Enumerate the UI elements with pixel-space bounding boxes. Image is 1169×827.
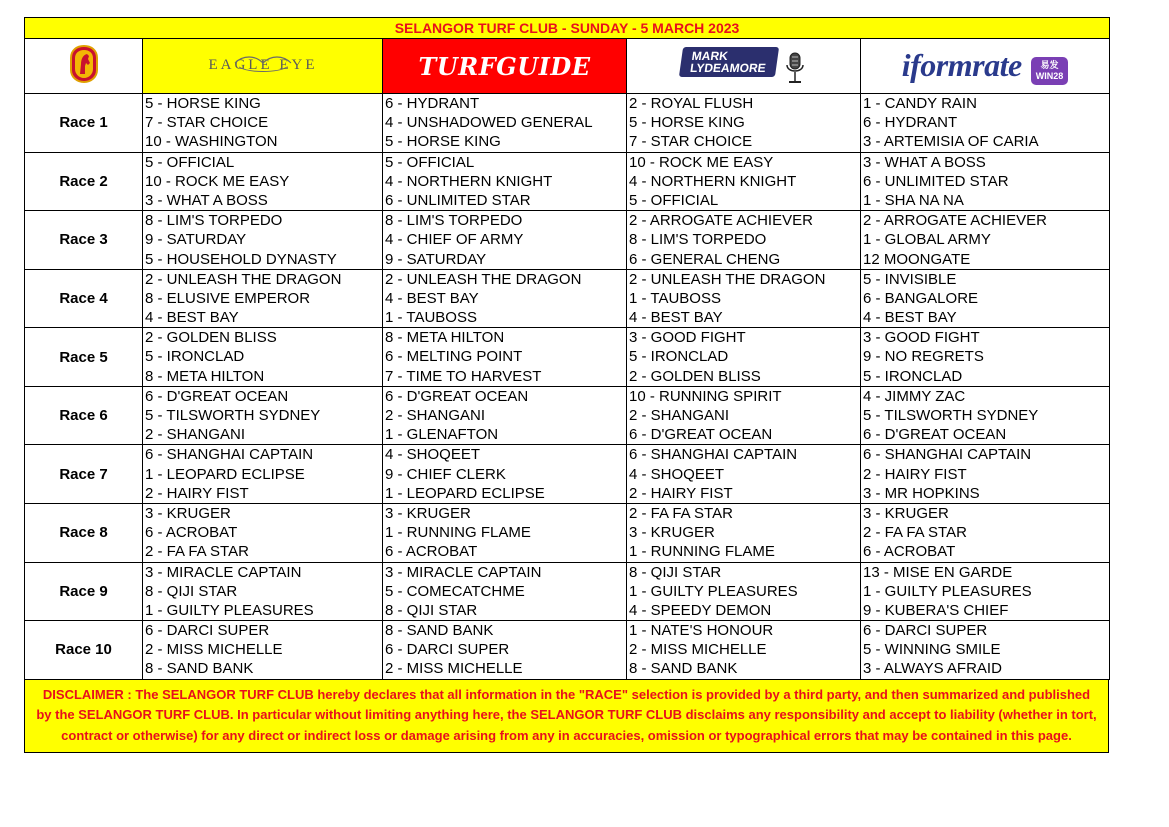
race-picks-cell: [861, 328, 1110, 387]
pick-entry: 3 - MIRACLE CAPTAIN: [385, 563, 542, 581]
race-row: [25, 445, 1110, 504]
title-row: [25, 18, 1110, 39]
iformrate-logo: iformrate: [901, 46, 1022, 83]
pick-entry: 8 - QIJI STAR: [629, 563, 722, 581]
pick-entry: 4 - BEST BAY: [629, 309, 723, 327]
race-row: [25, 562, 1110, 621]
pick-entry: 1 - CANDY RAIN: [863, 95, 977, 112]
pick-entry: 8 - QIJI STAR: [385, 601, 478, 619]
eagle-eye-logo-cell: [143, 39, 383, 94]
pick-entry: 4 - SHOQEET: [629, 465, 725, 483]
race-picks-cell: [143, 94, 383, 153]
pick-entry: 5 - IRONCLAD: [629, 348, 729, 366]
race-picks-cell: [627, 503, 861, 562]
pick-entry: 5 - WINNING SMILE: [863, 641, 1001, 659]
pick-entry: 2 - FA FA STAR: [629, 504, 733, 522]
pick-entry: 1 - LEOPARD ECLIPSE: [385, 484, 545, 502]
race-picks-cell: [861, 562, 1110, 621]
disclaimer-table: [24, 679, 1109, 754]
pick-entry: 9 - KUBERA'S CHIEF: [863, 601, 1009, 619]
race-label: Race 6: [25, 386, 143, 445]
pick-entry: 1 - GUILTY PLEASURES: [863, 582, 1032, 600]
pick-entry: 5 - TILSWORTH SYDNEY: [145, 407, 321, 424]
race-picks-cell: [383, 269, 627, 328]
race-row: [25, 503, 1110, 562]
pick-entry: 6 - D'GREAT OCEAN: [145, 387, 289, 405]
race-picks-cell: [627, 445, 861, 504]
tips-table: [24, 17, 1110, 680]
pick-entry: 6 - ACROBAT: [385, 543, 478, 561]
pick-entry: 6 - HYDRANT: [385, 95, 480, 112]
race-picks-cell: [383, 386, 627, 445]
race-picks-cell: [861, 152, 1110, 211]
pick-entry: 2 - GOLDEN BLISS: [629, 367, 761, 385]
pick-entry: 6 - DARCI SUPER: [863, 622, 988, 640]
pick-entry: 2 - GOLDEN BLISS: [145, 329, 277, 347]
race-picks-cell: [861, 94, 1110, 153]
mark-lydeamore-line2: LYDEAMORE: [689, 61, 767, 76]
race-label: Race 7: [25, 445, 143, 504]
race-label: Race 10: [25, 621, 143, 680]
pick-entry: 6 - D'GREAT OCEAN: [385, 387, 529, 405]
tips-sheet: [24, 17, 1109, 753]
race-picks-cell: [627, 386, 861, 445]
race-picks-cell: [383, 94, 627, 153]
pick-entry: 4 - BEST BAY: [145, 309, 239, 327]
pick-entry: 8 - META HILTON: [385, 329, 505, 347]
microphone-icon: [784, 51, 806, 85]
pick-entry: 2 - UNLEASH THE DRAGON: [145, 270, 342, 288]
race-picks-cell: [627, 211, 861, 270]
pick-entry: 8 - LIM'S TORPEDO: [145, 212, 283, 230]
pick-entry: 10 - ROCK ME EASY: [145, 172, 290, 190]
mark-lydeamore-logo-cell: [627, 39, 861, 94]
pick-entry: 2 - MISS MICHELLE: [145, 641, 283, 659]
race-picks-cell: [861, 445, 1110, 504]
pick-entry: 5 - IRONCLAD: [145, 348, 245, 366]
race-label: Race 5: [25, 328, 143, 387]
pick-entry: 3 - ALWAYS AFRAID: [863, 660, 1002, 678]
pick-entry: 9 - CHIEF CLERK: [385, 465, 506, 483]
pick-entry: 4 - SHOQEET: [385, 446, 481, 464]
pick-entry: 2 - MISS MICHELLE: [385, 660, 523, 678]
pick-entry: 8 - SAND BANK: [629, 660, 738, 678]
pick-entry: 8 - QIJI STAR: [145, 582, 238, 600]
race-picks-cell: [627, 94, 861, 153]
pick-entry: 3 - WHAT A BOSS: [145, 191, 268, 209]
race-picks-cell: [383, 621, 627, 680]
pick-entry: 1 - LEOPARD ECLIPSE: [145, 465, 305, 483]
pick-entry: 6 - MELTING POINT: [385, 348, 523, 366]
race-picks-cell: [383, 152, 627, 211]
turfguide-logo: TURFGUIDE: [418, 51, 591, 81]
pick-entry: 6 - ACROBAT: [863, 543, 956, 561]
race-picks-cell: [143, 269, 383, 328]
pick-entry: 3 - WHAT A BOSS: [863, 153, 986, 171]
pick-entry: 10 - ROCK ME EASY: [629, 153, 774, 171]
pick-entry: 4 - BEST BAY: [385, 289, 479, 307]
pick-entry: 12 MOONGATE: [863, 250, 971, 268]
race-picks-cell: [143, 211, 383, 270]
pick-entry: 1 - GLOBAL ARMY: [863, 231, 991, 249]
pick-entry: 6 - HYDRANT: [863, 114, 958, 132]
pick-entry: 6 - UNLIMITED STAR: [385, 191, 531, 209]
race-picks-cell: [143, 445, 383, 504]
pick-entry: 8 - ELUSIVE EMPEROR: [145, 289, 311, 307]
iformrate-logo-cell: [861, 39, 1110, 94]
turfguide-logo-cell: [383, 39, 627, 94]
race-label: Race 9: [25, 562, 143, 621]
race-picks-cell: [143, 621, 383, 680]
pick-entry: 3 - KRUGER: [145, 504, 231, 522]
pick-entry: 2 - HAIRY FIST: [629, 484, 733, 502]
pick-entry: 1 - NATE'S HONOUR: [629, 622, 774, 640]
pick-entry: 6 - DARCI SUPER: [385, 641, 510, 659]
pick-entry: 2 - ARROGATE ACHIEVER: [629, 212, 813, 230]
pick-entry: 2 - MISS MICHELLE: [629, 641, 767, 659]
race-picks-cell: [861, 621, 1110, 680]
pick-entry: 2 - FA FA STAR: [145, 543, 249, 561]
pick-entry: 6 - SHANGHAI CAPTAIN: [145, 446, 314, 464]
pick-entry: 4 - SPEEDY DEMON: [629, 601, 772, 619]
pick-entry: 3 - KRUGER: [629, 524, 715, 542]
pick-entry: 4 - JIMMY ZAC: [863, 387, 966, 405]
race-picks-cell: [143, 328, 383, 387]
race-label: Race 1: [25, 94, 143, 153]
pick-entry: 2 - ARROGATE ACHIEVER: [863, 212, 1047, 230]
pick-entry: 2 - HAIRY FIST: [863, 465, 967, 483]
win28-badge-top: 易发: [1040, 60, 1059, 71]
race-row: [25, 621, 1110, 680]
disclaimer: DISCLAIMER : The SELANGOR TURF CLUB hereby declares that all information in the "RACE" selection is provided by a third party, and then summarized and published by the SELANGOR TURF CLUB. In particular without limiting anything here, the SELANGOR TURF CLUB disclaims any responsibility and accept to liability (whether in tort, contract or otherwise) for any direct or indirect loss or damage arising from any in accuracies, omission or typographical errors that may be contained in this page.: [25, 679, 1109, 753]
pick-entry: 4 - NORTHERN KNIGHT: [629, 172, 797, 190]
win28-badge: [1031, 57, 1069, 85]
pick-entry: 1 - SHA NA NA: [863, 191, 964, 209]
race-row: [25, 211, 1110, 270]
pick-entry: 1 - TAUBOSS: [385, 309, 477, 327]
pick-entry: 5 - HORSE KING: [629, 114, 745, 132]
pick-entry: 3 - GOOD FIGHT: [629, 329, 746, 347]
pick-entry: 4 - BEST BAY: [863, 309, 957, 327]
horse-head-crest-icon: [69, 44, 99, 84]
pick-entry: 5 - HORSE KING: [145, 95, 261, 112]
pick-entry: 5 - OFFICIAL: [629, 191, 719, 209]
pick-entry: 1 - GUILTY PLEASURES: [145, 601, 314, 619]
race-picks-cell: [383, 211, 627, 270]
pick-entry: 5 - IRONCLAD: [863, 367, 963, 385]
race-label: Race 4: [25, 269, 143, 328]
race-row: [25, 328, 1110, 387]
pick-entry: 13 - MISE EN GARDE: [863, 563, 1013, 581]
pick-entry: 2 - FA FA STAR: [863, 524, 967, 542]
pick-entry: 6 - UNLIMITED STAR: [863, 172, 1009, 190]
pick-entry: 3 - KRUGER: [385, 504, 471, 522]
pick-entry: 4 - NORTHERN KNIGHT: [385, 172, 553, 190]
pick-entry: 6 - DARCI SUPER: [145, 622, 270, 640]
pick-entry: 2 - SHANGANI: [145, 426, 246, 444]
race-picks-cell: [143, 152, 383, 211]
mark-lydeamore-logo: [679, 47, 779, 77]
pick-entry: 3 - MR HOPKINS: [863, 484, 980, 502]
pick-entry: 5 - HOUSEHOLD DYNASTY: [145, 250, 337, 268]
pick-entry: 1 - GLENAFTON: [385, 426, 499, 444]
pick-entry: 2 - ROYAL FLUSH: [629, 95, 754, 112]
pick-entry: 7 - STAR CHOICE: [145, 114, 269, 132]
pick-entry: 6 - ACROBAT: [145, 524, 238, 542]
race-picks-cell: [143, 386, 383, 445]
pick-entry: 8 - SAND BANK: [385, 622, 494, 640]
pick-entry: 5 - TILSWORTH SYDNEY: [863, 407, 1039, 424]
race-row: [25, 269, 1110, 328]
race-row: [25, 94, 1110, 153]
pick-entry: 9 - SATURDAY: [145, 231, 247, 249]
pick-entry: 4 - CHIEF OF ARMY: [385, 231, 524, 249]
pick-entry: 3 - KRUGER: [863, 504, 949, 522]
race-picks-cell: [627, 621, 861, 680]
pick-entry: 9 - NO REGRETS: [863, 348, 984, 366]
pick-entry: 2 - HAIRY FIST: [145, 484, 249, 502]
pick-entry: 8 - SAND BANK: [145, 660, 254, 678]
pick-entry: 6 - SHANGHAI CAPTAIN: [863, 446, 1032, 464]
race-picks-cell: [383, 562, 627, 621]
pick-entry: 5 - INVISIBLE: [863, 270, 957, 288]
win28-badge-bottom: WIN28: [1035, 71, 1064, 82]
pick-entry: 7 - STAR CHOICE: [629, 133, 753, 151]
pick-entry: 5 - HORSE KING: [385, 133, 501, 151]
race-label: Race 8: [25, 503, 143, 562]
pick-entry: 10 - RUNNING SPIRIT: [629, 387, 782, 405]
race-row: [25, 152, 1110, 211]
pick-entry: 6 - D'GREAT OCEAN: [863, 426, 1007, 444]
pick-entry: 10 - WASHINGTON: [145, 133, 278, 151]
pick-entry: 3 - MIRACLE CAPTAIN: [145, 563, 302, 581]
pick-entry: 1 - GUILTY PLEASURES: [629, 582, 798, 600]
pick-entry: 2 - SHANGANI: [385, 407, 486, 424]
race-picks-cell: [383, 328, 627, 387]
pick-entry: 1 - TAUBOSS: [629, 289, 721, 307]
race-picks-cell: [861, 503, 1110, 562]
pick-entry: 6 - GENERAL CHENG: [629, 250, 781, 268]
race-picks-cell: [627, 328, 861, 387]
eagle-eye-logo: [163, 49, 363, 79]
pick-entry: 5 - OFFICIAL: [145, 153, 235, 171]
pick-entry: 6 - D'GREAT OCEAN: [629, 426, 773, 444]
pick-entry: 6 - SHANGHAI CAPTAIN: [629, 446, 798, 464]
club-crest-cell: [25, 39, 143, 94]
pick-entry: 3 - ARTEMISIA OF CARIA: [863, 133, 1039, 151]
logo-row: [25, 39, 1110, 94]
race-picks-cell: [861, 211, 1110, 270]
pick-entry: 4 - UNSHADOWED GENERAL: [385, 114, 593, 132]
race-picks-cell: [861, 269, 1110, 328]
race-picks-cell: [627, 152, 861, 211]
pick-entry: 1 - RUNNING FLAME: [629, 543, 775, 561]
race-row: [25, 386, 1110, 445]
pick-entry: 5 - OFFICIAL: [385, 153, 475, 171]
race-picks-cell: [143, 562, 383, 621]
pick-entry: 2 - UNLEASH THE DRAGON: [385, 270, 582, 288]
mark-lydeamore-line1: MARK: [691, 49, 729, 64]
pick-entry: 1 - RUNNING FLAME: [385, 524, 531, 542]
pick-entry: 8 - META HILTON: [145, 367, 265, 385]
race-picks-cell: [627, 562, 861, 621]
pick-entry: 8 - LIM'S TORPEDO: [629, 231, 767, 249]
pick-entry: 2 - UNLEASH THE DRAGON: [629, 270, 826, 288]
race-picks-cell: [383, 503, 627, 562]
pick-entry: 9 - SATURDAY: [385, 250, 487, 268]
race-label: Race 2: [25, 152, 143, 211]
pick-entry: 6 - BANGALORE: [863, 289, 979, 307]
race-picks-cell: [861, 386, 1110, 445]
pick-entry: 7 - TIME TO HARVEST: [385, 367, 542, 385]
pick-entry: 2 - SHANGANI: [629, 407, 730, 424]
race-picks-cell: [383, 445, 627, 504]
pick-entry: 5 - COMECATCHME: [385, 582, 525, 600]
race-label: Race 3: [25, 211, 143, 270]
race-picks-cell: [143, 503, 383, 562]
page-title: SELANGOR TURF CLUB - SUNDAY - 5 MARCH 2023: [25, 18, 1110, 39]
pick-entry: 3 - GOOD FIGHT: [863, 329, 980, 347]
race-picks-cell: [627, 269, 861, 328]
eagle-eye-logo-text: EAGLE EYE: [207, 57, 318, 73]
pick-entry: 8 - LIM'S TORPEDO: [385, 212, 523, 230]
